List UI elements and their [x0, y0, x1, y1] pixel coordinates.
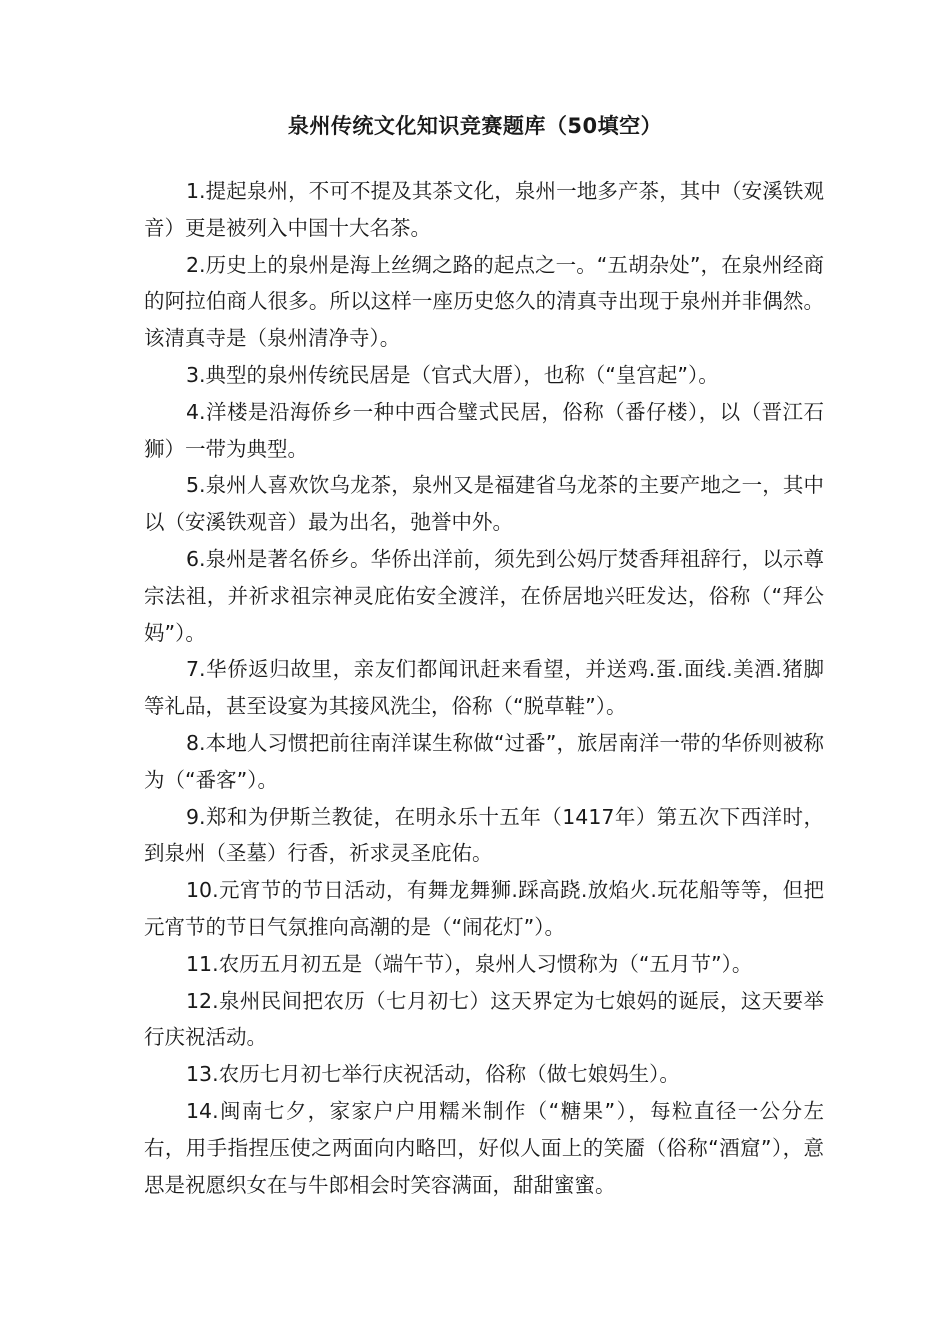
question-item: 4.洋楼是沿海侨乡一种中西合璧式民居，俗称（番仔楼），以（晋江石狮）一带为典型。: [144, 399, 824, 461]
question-item: 10.元宵节的节日活动，有舞龙舞狮.踩高跷.放焰火.玩花船等等，但把元宵节的节日气氛推向高潮的是（“闹花灯”）。: [144, 878, 824, 939]
question-item: 8.本地人习惯把前往南洋谋生称做“过番”，旅居南洋一带的华侨则被称为（“番客”）。: [144, 730, 824, 792]
question-item: 12.泉州民间把农历（七月初七）这天界定为七娘妈的诞辰，这天要举行庆祝活动。: [144, 988, 824, 1050]
question-item: 2.历史上的泉州是海上丝绸之路的起点之一。“五胡杂处”，在泉州经商的阿拉伯商人很多。所以这样一座历史悠久的清真寺出现于泉州并非偶然。该清真寺是（泉州清净寺）。: [144, 252, 824, 351]
question-item: 11.农历五月初五是（端午节），泉州人习惯称为（“五月节”）。: [186, 951, 753, 976]
question-item: 1.提起泉州，不可不提及其茶文化，泉州一地多产茶，其中（安溪铁观音）更是被列入中国十大名茶。: [144, 179, 824, 240]
question-item: 3.典型的泉州传统民居是（官式大厝），也称（“皇宫起”）。: [186, 362, 719, 387]
document-title: 泉州传统文化知识竞赛题库（50填空）: [287, 114, 663, 138]
question-item: 6.泉州是著名侨乡。华侨出洋前，须先到公妈厅焚香拜祖辞行，以示尊宗法祖，并祈求祖宗神灵庇佑安全渡洋，在侨居地兴旺发达，俗称（“拜公妈”）。: [144, 546, 824, 645]
question-item: 9.郑和为伊斯兰教徒，在明永乐十五年（1417年）第五次下西洋时，到泉州（圣墓）行香，祈求灵圣庇佑。: [144, 804, 824, 866]
question-item: 14.闽南七夕，家家户户用糯米制作（“糖果”），每粒直径一公分左右，用手指捏压使之两面向内略凹，好似人面上的笑靥（俗称“酒窟”），意思是祝愿织女在与牛郎相会时笑容满面，甜甜蜜蜜。: [144, 1098, 824, 1197]
question-list: [144, 173, 824, 1203]
question-item: 5.泉州人喜欢饮乌龙茶，泉州又是福建省乌龙茶的主要产地之一，其中以（安溪铁观音）最为出名，弛誉中外。: [144, 473, 824, 535]
question-item: 7.华侨返归故里，亲友们都闻讯赶来看望，并送鸡.蛋.面线.美酒.猪脚等礼品，甚至设宴为其接风洗尘，俗称（“脱草鞋”）。: [144, 657, 824, 719]
question-item: 13.农历七月初七举行庆祝活动，俗称（做七娘妈生）。: [186, 1062, 680, 1087]
